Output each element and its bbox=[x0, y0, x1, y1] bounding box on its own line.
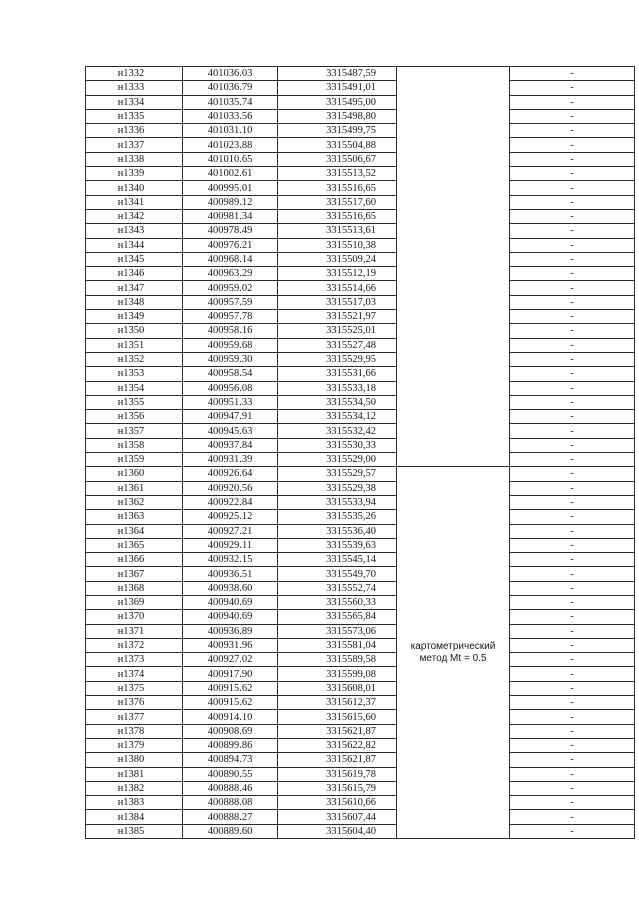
note-cell: - bbox=[510, 338, 635, 352]
table-row bbox=[86, 696, 635, 710]
point-id-cell: н1354 bbox=[86, 381, 183, 395]
x-coordinate-cell: 400951.33 bbox=[183, 395, 278, 409]
point-id-cell: н1375 bbox=[86, 681, 183, 695]
point-id-cell: н1378 bbox=[86, 724, 183, 738]
y-coordinate-cell: 3315535,26 bbox=[278, 510, 397, 524]
note-cell: - bbox=[510, 138, 635, 152]
note-cell: - bbox=[510, 710, 635, 724]
x-coordinate-cell: 400947.91 bbox=[183, 410, 278, 424]
note-cell: - bbox=[510, 367, 635, 381]
table-row bbox=[86, 281, 635, 295]
table-row bbox=[86, 267, 635, 281]
y-coordinate-cell: 3315498,80 bbox=[278, 109, 397, 123]
table-row bbox=[86, 438, 635, 452]
table-row bbox=[86, 510, 635, 524]
point-id-cell: н1359 bbox=[86, 453, 183, 467]
table-row bbox=[86, 67, 635, 81]
point-id-cell: н1352 bbox=[86, 352, 183, 366]
point-id-cell: н1361 bbox=[86, 481, 183, 495]
point-id-cell: н1333 bbox=[86, 81, 183, 95]
table-row bbox=[86, 209, 635, 223]
note-cell: - bbox=[510, 610, 635, 624]
x-coordinate-cell: 400976.21 bbox=[183, 238, 278, 252]
x-coordinate-cell: 400981.34 bbox=[183, 209, 278, 223]
y-coordinate-cell: 3315612,37 bbox=[278, 696, 397, 710]
x-coordinate-cell: 400956.08 bbox=[183, 381, 278, 395]
y-coordinate-cell: 3315513,61 bbox=[278, 224, 397, 238]
point-id-cell: н1374 bbox=[86, 667, 183, 681]
table-row bbox=[86, 295, 635, 309]
table-row bbox=[86, 638, 635, 652]
x-coordinate-cell: 400889.60 bbox=[183, 824, 278, 838]
y-coordinate-cell: 3315529,38 bbox=[278, 481, 397, 495]
y-coordinate-cell: 3315516,65 bbox=[278, 181, 397, 195]
note-cell: - bbox=[510, 495, 635, 509]
point-id-cell: н1363 bbox=[86, 510, 183, 524]
point-id-cell: н1337 bbox=[86, 138, 183, 152]
note-cell: - bbox=[510, 167, 635, 181]
note-cell: - bbox=[510, 653, 635, 667]
point-id-cell: н1367 bbox=[86, 567, 183, 581]
y-coordinate-cell: 3315607,44 bbox=[278, 810, 397, 824]
table-row bbox=[86, 238, 635, 252]
y-coordinate-cell: 3315504,88 bbox=[278, 138, 397, 152]
y-coordinate-cell: 3315491,01 bbox=[278, 81, 397, 95]
table-row bbox=[86, 410, 635, 424]
y-coordinate-cell: 3315573,06 bbox=[278, 624, 397, 638]
note-cell: - bbox=[510, 209, 635, 223]
point-id-cell: н1376 bbox=[86, 696, 183, 710]
point-id-cell: н1349 bbox=[86, 310, 183, 324]
table-row bbox=[86, 453, 635, 467]
point-id-cell: н1336 bbox=[86, 124, 183, 138]
point-id-cell: н1355 bbox=[86, 395, 183, 409]
x-coordinate-cell: 400927.21 bbox=[183, 524, 278, 538]
x-coordinate-cell: 400917.90 bbox=[183, 667, 278, 681]
point-id-cell: н1381 bbox=[86, 767, 183, 781]
point-id-cell: н1341 bbox=[86, 195, 183, 209]
note-cell: - bbox=[510, 252, 635, 266]
y-coordinate-cell: 3315610,66 bbox=[278, 796, 397, 810]
x-coordinate-cell: 400894.73 bbox=[183, 753, 278, 767]
note-cell: - bbox=[510, 124, 635, 138]
y-coordinate-cell: 3315516,65 bbox=[278, 209, 397, 223]
x-coordinate-cell: 400925.12 bbox=[183, 510, 278, 524]
note-cell: - bbox=[510, 109, 635, 123]
y-coordinate-cell: 3315621,87 bbox=[278, 753, 397, 767]
point-id-cell: н1339 bbox=[86, 167, 183, 181]
note-cell: - bbox=[510, 796, 635, 810]
y-coordinate-cell: 3315608,01 bbox=[278, 681, 397, 695]
x-coordinate-cell: 400888.46 bbox=[183, 781, 278, 795]
y-coordinate-cell: 3315560,33 bbox=[278, 595, 397, 609]
y-coordinate-cell: 3315517,60 bbox=[278, 195, 397, 209]
table-row bbox=[86, 767, 635, 781]
note-cell: - bbox=[510, 638, 635, 652]
x-coordinate-cell: 400914.10 bbox=[183, 710, 278, 724]
table-row bbox=[86, 181, 635, 195]
x-coordinate-cell: 401023.88 bbox=[183, 138, 278, 152]
point-id-cell: н1373 bbox=[86, 653, 183, 667]
y-coordinate-cell: 3315527,48 bbox=[278, 338, 397, 352]
point-id-cell: н1342 bbox=[86, 209, 183, 223]
point-id-cell: н1383 bbox=[86, 796, 183, 810]
note-cell: - bbox=[510, 281, 635, 295]
x-coordinate-cell: 400932.15 bbox=[183, 553, 278, 567]
y-coordinate-cell: 3315534,50 bbox=[278, 395, 397, 409]
y-coordinate-cell: 3315531,66 bbox=[278, 367, 397, 381]
point-id-cell: н1335 bbox=[86, 109, 183, 123]
point-id-cell: н1364 bbox=[86, 524, 183, 538]
note-cell: - bbox=[510, 624, 635, 638]
x-coordinate-cell: 400995.01 bbox=[183, 181, 278, 195]
note-cell: - bbox=[510, 767, 635, 781]
y-coordinate-cell: 3315529,57 bbox=[278, 467, 397, 481]
table-row bbox=[86, 138, 635, 152]
y-coordinate-cell: 3315622,82 bbox=[278, 738, 397, 752]
y-coordinate-cell: 3315619,78 bbox=[278, 767, 397, 781]
x-coordinate-cell: 400958.16 bbox=[183, 324, 278, 338]
y-coordinate-cell: 3315615,79 bbox=[278, 781, 397, 795]
x-coordinate-cell: 400927.02 bbox=[183, 653, 278, 667]
y-coordinate-cell: 3315529,00 bbox=[278, 453, 397, 467]
note-cell: - bbox=[510, 352, 635, 366]
y-coordinate-cell: 3315510,38 bbox=[278, 238, 397, 252]
point-id-cell: н1345 bbox=[86, 252, 183, 266]
note-cell: - bbox=[510, 295, 635, 309]
table-row bbox=[86, 710, 635, 724]
table-row bbox=[86, 553, 635, 567]
point-id-cell: н1385 bbox=[86, 824, 183, 838]
x-coordinate-cell: 400920.56 bbox=[183, 481, 278, 495]
y-coordinate-cell: 3315514,66 bbox=[278, 281, 397, 295]
note-cell: - bbox=[510, 195, 635, 209]
coordinates-table-body bbox=[86, 67, 635, 839]
x-coordinate-cell: 400915.62 bbox=[183, 696, 278, 710]
y-coordinate-cell: 3315513,52 bbox=[278, 167, 397, 181]
table-row bbox=[86, 681, 635, 695]
x-coordinate-cell: 400968.14 bbox=[183, 252, 278, 266]
note-cell: - bbox=[510, 381, 635, 395]
x-coordinate-cell: 401033.56 bbox=[183, 109, 278, 123]
point-id-cell: н1365 bbox=[86, 538, 183, 552]
table-row bbox=[86, 738, 635, 752]
y-coordinate-cell: 3315512,19 bbox=[278, 267, 397, 281]
x-coordinate-cell: 400940.69 bbox=[183, 595, 278, 609]
x-coordinate-cell: 400899.86 bbox=[183, 738, 278, 752]
y-coordinate-cell: 3315533,94 bbox=[278, 495, 397, 509]
note-cell: - bbox=[510, 481, 635, 495]
note-cell: - bbox=[510, 510, 635, 524]
method-cell-empty bbox=[397, 67, 510, 467]
point-id-cell: н1366 bbox=[86, 553, 183, 567]
x-coordinate-cell: 400915.62 bbox=[183, 681, 278, 695]
x-coordinate-cell: 401036.79 bbox=[183, 81, 278, 95]
table-row bbox=[86, 81, 635, 95]
y-coordinate-cell: 3315495,00 bbox=[278, 95, 397, 109]
x-coordinate-cell: 401010.65 bbox=[183, 152, 278, 166]
note-cell: - bbox=[510, 538, 635, 552]
x-coordinate-cell: 400938.60 bbox=[183, 581, 278, 595]
point-id-cell: н1348 bbox=[86, 295, 183, 309]
note-cell: - bbox=[510, 667, 635, 681]
note-cell: - bbox=[510, 438, 635, 452]
note-cell: - bbox=[510, 581, 635, 595]
y-coordinate-cell: 3315581,04 bbox=[278, 638, 397, 652]
note-cell: - bbox=[510, 738, 635, 752]
x-coordinate-cell: 400890.55 bbox=[183, 767, 278, 781]
point-id-cell: н1340 bbox=[86, 181, 183, 195]
note-cell: - bbox=[510, 824, 635, 838]
y-coordinate-cell: 3315517,03 bbox=[278, 295, 397, 309]
note-cell: - bbox=[510, 152, 635, 166]
table-row bbox=[86, 781, 635, 795]
note-cell: - bbox=[510, 267, 635, 281]
note-cell: - bbox=[510, 781, 635, 795]
table-row bbox=[86, 195, 635, 209]
x-coordinate-cell: 400888.27 bbox=[183, 810, 278, 824]
table-row bbox=[86, 167, 635, 181]
note-cell: - bbox=[510, 553, 635, 567]
table-row bbox=[86, 467, 635, 481]
y-coordinate-cell: 3315532,42 bbox=[278, 424, 397, 438]
point-id-cell: н1384 bbox=[86, 810, 183, 824]
x-coordinate-cell: 401031.10 bbox=[183, 124, 278, 138]
method-cell: картометрический метод Mt = 0.5 bbox=[397, 467, 510, 839]
y-coordinate-cell: 3315534,12 bbox=[278, 410, 397, 424]
y-coordinate-cell: 3315621,87 bbox=[278, 724, 397, 738]
x-coordinate-cell: 400929.11 bbox=[183, 538, 278, 552]
table-row bbox=[86, 338, 635, 352]
table-row bbox=[86, 381, 635, 395]
coordinates-table bbox=[85, 66, 635, 839]
point-id-cell: н1382 bbox=[86, 781, 183, 795]
x-coordinate-cell: 400888.08 bbox=[183, 796, 278, 810]
x-coordinate-cell: 400957.78 bbox=[183, 310, 278, 324]
point-id-cell: н1346 bbox=[86, 267, 183, 281]
point-id-cell: н1369 bbox=[86, 595, 183, 609]
y-coordinate-cell: 3315589,58 bbox=[278, 653, 397, 667]
point-id-cell: н1372 bbox=[86, 638, 183, 652]
note-cell: - bbox=[510, 810, 635, 824]
table-row bbox=[86, 824, 635, 838]
y-coordinate-cell: 3315521,97 bbox=[278, 310, 397, 324]
y-coordinate-cell: 3315509,24 bbox=[278, 252, 397, 266]
note-cell: - bbox=[510, 181, 635, 195]
table-row bbox=[86, 724, 635, 738]
note-cell: - bbox=[510, 724, 635, 738]
point-id-cell: н1343 bbox=[86, 224, 183, 238]
point-id-cell: н1351 bbox=[86, 338, 183, 352]
table-row bbox=[86, 567, 635, 581]
y-coordinate-cell: 3315525,01 bbox=[278, 324, 397, 338]
x-coordinate-cell: 400936.51 bbox=[183, 567, 278, 581]
point-id-cell: н1368 bbox=[86, 581, 183, 595]
table-row bbox=[86, 310, 635, 324]
point-id-cell: н1350 bbox=[86, 324, 183, 338]
point-id-cell: н1332 bbox=[86, 67, 183, 81]
x-coordinate-cell: 400978.49 bbox=[183, 224, 278, 238]
y-coordinate-cell: 3315529,95 bbox=[278, 352, 397, 366]
point-id-cell: н1370 bbox=[86, 610, 183, 624]
table-row bbox=[86, 367, 635, 381]
point-id-cell: н1360 bbox=[86, 467, 183, 481]
point-id-cell: н1338 bbox=[86, 152, 183, 166]
note-cell: - bbox=[510, 424, 635, 438]
y-coordinate-cell: 3315506,67 bbox=[278, 152, 397, 166]
table-row bbox=[86, 252, 635, 266]
note-cell: - bbox=[510, 324, 635, 338]
note-cell: - bbox=[510, 524, 635, 538]
point-id-cell: н1379 bbox=[86, 738, 183, 752]
x-coordinate-cell: 400958.54 bbox=[183, 367, 278, 381]
y-coordinate-cell: 3315539,63 bbox=[278, 538, 397, 552]
x-coordinate-cell: 400926.64 bbox=[183, 467, 278, 481]
table-row bbox=[86, 495, 635, 509]
x-coordinate-cell: 400959.68 bbox=[183, 338, 278, 352]
table-row bbox=[86, 109, 635, 123]
note-cell: - bbox=[510, 595, 635, 609]
note-cell: - bbox=[510, 567, 635, 581]
table-row bbox=[86, 481, 635, 495]
note-cell: - bbox=[510, 696, 635, 710]
note-cell: - bbox=[510, 467, 635, 481]
x-coordinate-cell: 400940.69 bbox=[183, 610, 278, 624]
x-coordinate-cell: 400931.39 bbox=[183, 453, 278, 467]
y-coordinate-cell: 3315499,75 bbox=[278, 124, 397, 138]
table-row bbox=[86, 610, 635, 624]
table-row bbox=[86, 524, 635, 538]
note-cell: - bbox=[510, 238, 635, 252]
table-row bbox=[86, 124, 635, 138]
note-cell: - bbox=[510, 95, 635, 109]
note-cell: - bbox=[510, 681, 635, 695]
note-cell: - bbox=[510, 224, 635, 238]
y-coordinate-cell: 3315536,40 bbox=[278, 524, 397, 538]
x-coordinate-cell: 400937.84 bbox=[183, 438, 278, 452]
x-coordinate-cell: 401035.74 bbox=[183, 95, 278, 109]
table-row bbox=[86, 624, 635, 638]
x-coordinate-cell: 401036.03 bbox=[183, 67, 278, 81]
table-row bbox=[86, 324, 635, 338]
x-coordinate-cell: 400936.89 bbox=[183, 624, 278, 638]
y-coordinate-cell: 3315565,84 bbox=[278, 610, 397, 624]
note-cell: - bbox=[510, 410, 635, 424]
y-coordinate-cell: 3315545,14 bbox=[278, 553, 397, 567]
point-id-cell: н1353 bbox=[86, 367, 183, 381]
table-row bbox=[86, 152, 635, 166]
table-row bbox=[86, 395, 635, 409]
point-id-cell: н1357 bbox=[86, 424, 183, 438]
y-coordinate-cell: 3315487,59 bbox=[278, 67, 397, 81]
point-id-cell: н1358 bbox=[86, 438, 183, 452]
table-row bbox=[86, 595, 635, 609]
x-coordinate-cell: 400957.59 bbox=[183, 295, 278, 309]
x-coordinate-cell: 400945.63 bbox=[183, 424, 278, 438]
table-row bbox=[86, 95, 635, 109]
y-coordinate-cell: 3315615,60 bbox=[278, 710, 397, 724]
note-cell: - bbox=[510, 453, 635, 467]
note-cell: - bbox=[510, 310, 635, 324]
x-coordinate-cell: 400959.02 bbox=[183, 281, 278, 295]
table-row bbox=[86, 538, 635, 552]
table-row bbox=[86, 424, 635, 438]
point-id-cell: н1334 bbox=[86, 95, 183, 109]
point-id-cell: н1356 bbox=[86, 410, 183, 424]
x-coordinate-cell: 400989.12 bbox=[183, 195, 278, 209]
note-cell: - bbox=[510, 67, 635, 81]
x-coordinate-cell: 400922.84 bbox=[183, 495, 278, 509]
table-row bbox=[86, 753, 635, 767]
y-coordinate-cell: 3315604,40 bbox=[278, 824, 397, 838]
point-id-cell: н1344 bbox=[86, 238, 183, 252]
x-coordinate-cell: 401002.61 bbox=[183, 167, 278, 181]
x-coordinate-cell: 400963.29 bbox=[183, 267, 278, 281]
table-row bbox=[86, 796, 635, 810]
point-id-cell: н1362 bbox=[86, 495, 183, 509]
table-row bbox=[86, 581, 635, 595]
note-cell: - bbox=[510, 395, 635, 409]
point-id-cell: н1371 bbox=[86, 624, 183, 638]
table-row bbox=[86, 810, 635, 824]
point-id-cell: н1377 bbox=[86, 710, 183, 724]
table-row bbox=[86, 667, 635, 681]
table-row bbox=[86, 653, 635, 667]
x-coordinate-cell: 400959.30 bbox=[183, 352, 278, 366]
x-coordinate-cell: 400908.69 bbox=[183, 724, 278, 738]
y-coordinate-cell: 3315533,18 bbox=[278, 381, 397, 395]
note-cell: - bbox=[510, 753, 635, 767]
y-coordinate-cell: 3315552,74 bbox=[278, 581, 397, 595]
y-coordinate-cell: 3315599,08 bbox=[278, 667, 397, 681]
point-id-cell: н1347 bbox=[86, 281, 183, 295]
table-row bbox=[86, 352, 635, 366]
x-coordinate-cell: 400931.96 bbox=[183, 638, 278, 652]
note-cell: - bbox=[510, 81, 635, 95]
table-row bbox=[86, 224, 635, 238]
point-id-cell: н1380 bbox=[86, 753, 183, 767]
y-coordinate-cell: 3315530,33 bbox=[278, 438, 397, 452]
y-coordinate-cell: 3315549,70 bbox=[278, 567, 397, 581]
